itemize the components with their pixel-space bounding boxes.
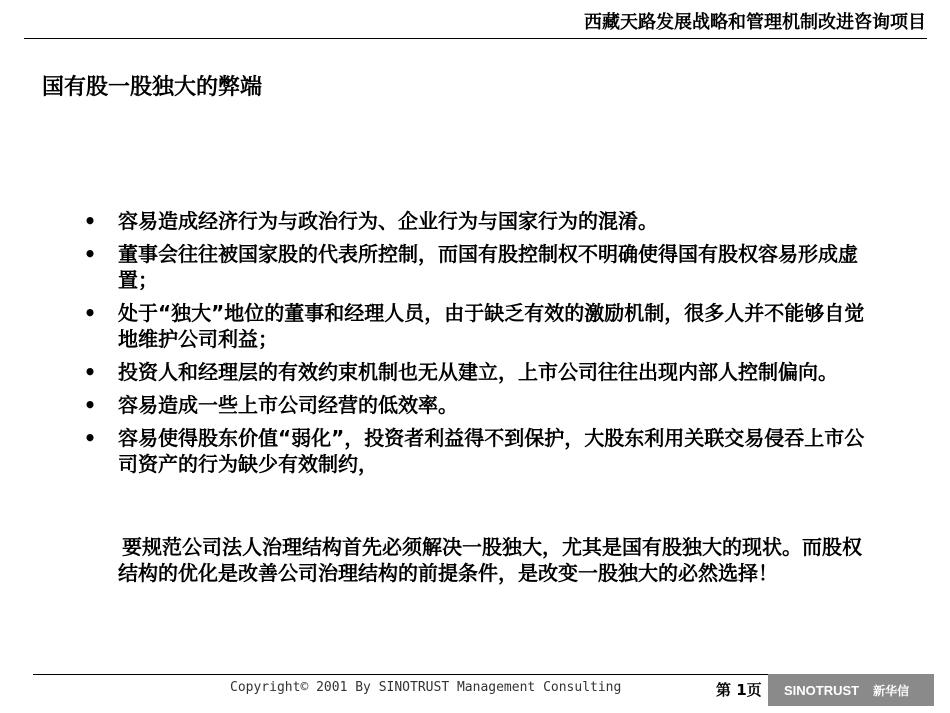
bullet-item: [80, 425, 870, 477]
bullet-text: 处于“独大”地位的董事和经理人员，由于缺乏有效的激励机制，很多人并不能够自觉地维护公司利益；: [118, 301, 865, 351]
brand-logo: [768, 674, 934, 706]
slide-title: 国有股一股独大的弊端: [42, 75, 263, 100]
bullet-text: 容易使得股东价值“弱化”，投资者利益得不到保护，大股东利用关联交易侵吞上市公司资产的行为缺少有效制约，: [118, 426, 865, 476]
bullet-dot-icon: •: [83, 360, 97, 384]
bullet-text: 投资人和经理层的有效约束机制也无从建立，上市公司往往出现内部人控制偏向。: [118, 360, 838, 384]
bullet-text: 容易造成经济行为与政治行为、企业行为与国家行为的混淆。: [118, 209, 658, 233]
bullet-dot-icon: •: [83, 242, 97, 266]
bullet-item: [80, 359, 870, 385]
bullet-item: [80, 300, 870, 352]
header-divider: [24, 38, 927, 39]
bullet-text: 董事会往往被国家股的代表所控制，而国有股控制权不明确使得国有股权容易形成虚置；: [118, 242, 858, 292]
page-number: 第 1页: [716, 681, 762, 699]
header-project-title: 西藏天路发展战略和管理机制改进咨询项目: [584, 12, 926, 33]
brand-name-en: SINOTRUST: [784, 682, 860, 698]
summary-paragraph: 要规范公司法人治理结构首先必须解决一股独大，尤其是国有股独大的现状。而股权结构的优化是改善公司治理结构的前提条件，是改变一股独大的必然选择！: [118, 535, 862, 585]
bullet-dot-icon: •: [83, 426, 97, 450]
bullet-item: [80, 241, 870, 293]
bullet-dot-icon: •: [83, 393, 97, 417]
brand-name-cn: 新华信: [873, 683, 910, 698]
bullet-item: [80, 208, 870, 234]
bullet-dot-icon: •: [83, 209, 97, 233]
bullet-text: 容易造成一些上市公司经营的低效率。: [118, 393, 458, 417]
bullet-dot-icon: •: [83, 301, 97, 325]
bullet-item: [80, 392, 870, 418]
bullet-list: [80, 208, 870, 484]
copyright-text: Copyright© 2001 By SINOTRUST Management Consulting: [230, 680, 622, 695]
